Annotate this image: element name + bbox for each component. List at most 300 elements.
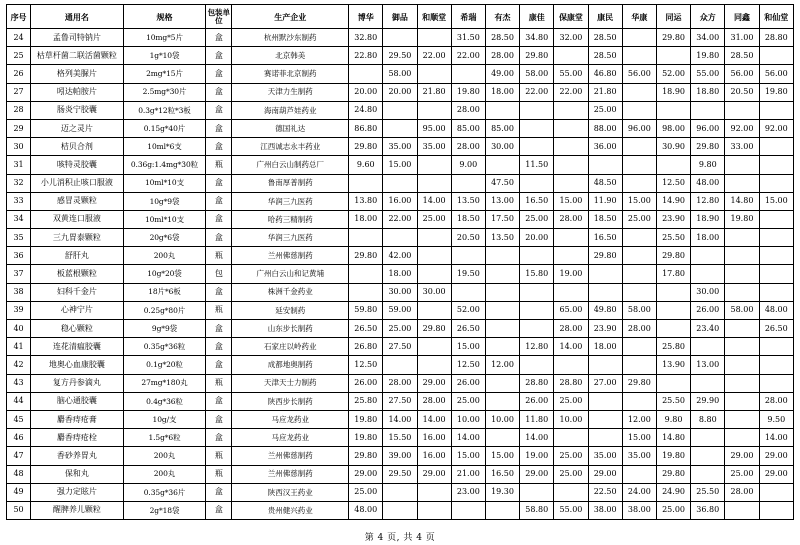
cell-price [520, 356, 554, 374]
cell-price: 28.00 [451, 138, 485, 156]
cell-spec: 2.5mg*30片 [123, 83, 206, 101]
cell-name: 连花清瘟胶囊 [31, 338, 124, 356]
table-row [7, 429, 794, 447]
table-row [7, 247, 794, 265]
cell-price: 20.00 [520, 229, 554, 247]
cell-price [759, 156, 793, 174]
cell-price [656, 47, 690, 65]
cell-price [622, 465, 656, 483]
cell-price: 10.00 [485, 410, 519, 428]
cell-price: 30.00 [383, 283, 417, 301]
cell-price [349, 229, 383, 247]
cell-price: 20.50 [725, 83, 759, 101]
cell-price [451, 247, 485, 265]
cell-manufacturer: 马应龙药业 [232, 429, 349, 447]
table-row [7, 392, 794, 410]
cell-price [622, 138, 656, 156]
header-name: 通用名 [31, 5, 124, 29]
header-store: 和顺堂 [417, 5, 451, 29]
cell-spec: 10g*9袋 [123, 192, 206, 210]
cell-pack-unit: 盒 [206, 192, 232, 210]
cell-price [759, 174, 793, 192]
cell-price: 25.00 [725, 465, 759, 483]
table-row [7, 374, 794, 392]
cell-price: 18.50 [588, 210, 622, 228]
cell-price: 34.00 [691, 29, 725, 47]
cell-price: 20.00 [349, 83, 383, 101]
cell-pack-unit: 盒 [206, 101, 232, 119]
cell-price: 19.30 [485, 483, 519, 501]
cell-price: 19.80 [451, 83, 485, 101]
cell-price: 15.00 [622, 192, 656, 210]
cell-price: 22.80 [349, 47, 383, 65]
cell-price: 52.00 [451, 301, 485, 319]
cell-price: 25.00 [451, 392, 485, 410]
cell-price: 20.50 [451, 229, 485, 247]
cell-seq: 30 [7, 138, 31, 156]
cell-price [417, 101, 451, 119]
cell-price: 29.00 [417, 374, 451, 392]
cell-price: 23.90 [588, 320, 622, 338]
cell-price: 28.80 [759, 29, 793, 47]
cell-price [417, 338, 451, 356]
cell-price [759, 138, 793, 156]
cell-price [656, 156, 690, 174]
cell-price [485, 265, 519, 283]
cell-price: 21.80 [588, 83, 622, 101]
cell-price: 33.00 [725, 138, 759, 156]
cell-price: 16.00 [417, 447, 451, 465]
cell-price [520, 247, 554, 265]
cell-price [691, 465, 725, 483]
cell-spec: 10ml*10支 [123, 210, 206, 228]
cell-price: 59.00 [383, 301, 417, 319]
cell-price: 18.80 [691, 83, 725, 101]
cell-price: 29.00 [725, 447, 759, 465]
cell-price: 12.50 [349, 356, 383, 374]
cell-price: 29.00 [759, 465, 793, 483]
cell-price: 20.00 [383, 83, 417, 101]
cell-price [691, 374, 725, 392]
cell-price [588, 283, 622, 301]
cell-price: 24.80 [349, 101, 383, 119]
cell-price: 28.00 [451, 101, 485, 119]
cell-price: 56.00 [622, 65, 656, 83]
cell-price: 55.00 [691, 65, 725, 83]
cell-price: 25.00 [520, 210, 554, 228]
cell-price: 48.00 [349, 501, 383, 519]
cell-spec: 0.35g*36片 [123, 483, 206, 501]
cell-price [759, 265, 793, 283]
cell-price: 22.00 [554, 83, 588, 101]
cell-price [349, 265, 383, 283]
table-row [7, 29, 794, 47]
cell-price: 18.50 [451, 210, 485, 228]
cell-price [759, 210, 793, 228]
cell-name: 板蓝根颗粒 [31, 265, 124, 283]
cell-price: 14.00 [520, 429, 554, 447]
cell-price: 95.00 [417, 119, 451, 137]
cell-price [554, 119, 588, 137]
table-row [7, 410, 794, 428]
cell-price [451, 174, 485, 192]
cell-price: 26.00 [520, 392, 554, 410]
cell-price: 36.80 [691, 501, 725, 519]
cell-price: 48.50 [588, 174, 622, 192]
cell-spec: 10ml*10支 [123, 174, 206, 192]
cell-seq: 41 [7, 338, 31, 356]
cell-price: 19.50 [451, 265, 485, 283]
cell-seq: 29 [7, 119, 31, 137]
cell-price: 35.00 [383, 138, 417, 156]
cell-price [622, 283, 656, 301]
cell-name: 吲达帕胺片 [31, 83, 124, 101]
table-row [7, 501, 794, 519]
table-row [7, 156, 794, 174]
header-store: 众方 [691, 5, 725, 29]
cell-manufacturer: 赛诺菲北京制药 [232, 65, 349, 83]
cell-name: 桔贝合剂 [31, 138, 124, 156]
cell-name: 舒肝丸 [31, 247, 124, 265]
cell-manufacturer: 天津力生制药 [232, 83, 349, 101]
cell-price: 96.00 [691, 119, 725, 137]
cell-price: 15.00 [554, 192, 588, 210]
cell-price [725, 338, 759, 356]
cell-price [691, 338, 725, 356]
cell-price [520, 119, 554, 137]
cell-price: 12.50 [656, 174, 690, 192]
cell-price: 19.00 [554, 265, 588, 283]
cell-price: 13.00 [691, 356, 725, 374]
cell-pack-unit: 盒 [206, 501, 232, 519]
cell-pack-unit: 瓶 [206, 247, 232, 265]
cell-price: 85.00 [451, 119, 485, 137]
cell-seq: 34 [7, 210, 31, 228]
cell-price: 17.50 [485, 210, 519, 228]
cell-price [417, 301, 451, 319]
cell-pack-unit: 盒 [206, 483, 232, 501]
cell-price: 15.00 [383, 156, 417, 174]
cell-price: 28.00 [383, 374, 417, 392]
cell-spec: 1.5g*6粒 [123, 429, 206, 447]
cell-price: 96.00 [622, 119, 656, 137]
cell-price [725, 374, 759, 392]
cell-price: 25.00 [417, 210, 451, 228]
cell-pack-unit: 瓶 [206, 447, 232, 465]
cell-price: 58.00 [622, 301, 656, 319]
cell-price: 22.50 [588, 483, 622, 501]
cell-price: 13.50 [485, 229, 519, 247]
cell-price: 11.50 [520, 156, 554, 174]
header-store: 同鑫 [725, 5, 759, 29]
cell-price: 26.50 [349, 320, 383, 338]
cell-price: 25.00 [588, 101, 622, 119]
cell-price: 29.00 [520, 465, 554, 483]
cell-price [520, 283, 554, 301]
cell-name: 稳心颗粒 [31, 320, 124, 338]
cell-price [691, 101, 725, 119]
cell-seq: 38 [7, 283, 31, 301]
cell-pack-unit: 瓶 [206, 156, 232, 174]
cell-spec: 27mg*180丸 [123, 374, 206, 392]
cell-price: 55.00 [554, 65, 588, 83]
cell-price [588, 356, 622, 374]
cell-seq: 37 [7, 265, 31, 283]
table-row [7, 483, 794, 501]
cell-price: 19.80 [759, 83, 793, 101]
cell-price [554, 101, 588, 119]
cell-price [554, 356, 588, 374]
cell-price: 28.00 [417, 392, 451, 410]
table-row [7, 47, 794, 65]
cell-spec: 10ml*6支 [123, 138, 206, 156]
cell-seq: 39 [7, 301, 31, 319]
cell-price: 29.00 [759, 447, 793, 465]
cell-pack-unit: 盒 [206, 210, 232, 228]
cell-price [349, 174, 383, 192]
cell-price [383, 119, 417, 137]
cell-price [417, 356, 451, 374]
cell-price: 14.00 [759, 429, 793, 447]
cell-price [417, 65, 451, 83]
cell-price: 28.50 [588, 47, 622, 65]
cell-name: 麝香痔疮栓 [31, 429, 124, 447]
cell-price [485, 247, 519, 265]
cell-price: 12.80 [520, 338, 554, 356]
cell-price: 25.00 [656, 501, 690, 519]
cell-price [485, 156, 519, 174]
cell-manufacturer: 天津天士力制药 [232, 374, 349, 392]
cell-price [725, 356, 759, 374]
cell-manufacturer: 石家庄以岭药业 [232, 338, 349, 356]
cell-price: 26.80 [349, 338, 383, 356]
cell-price: 28.00 [554, 320, 588, 338]
cell-price [725, 174, 759, 192]
cell-price [725, 410, 759, 428]
cell-seq: 33 [7, 192, 31, 210]
cell-pack-unit: 盒 [206, 283, 232, 301]
cell-price: 21.00 [451, 465, 485, 483]
cell-pack-unit: 盒 [206, 429, 232, 447]
header-store: 有杰 [485, 5, 519, 29]
table-row [7, 356, 794, 374]
table-row [7, 83, 794, 101]
cell-spec: 10mg*5片 [123, 29, 206, 47]
cell-price: 29.80 [588, 247, 622, 265]
cell-price: 86.80 [349, 119, 383, 137]
cell-pack-unit: 盒 [206, 47, 232, 65]
cell-price: 28.00 [725, 483, 759, 501]
cell-price [725, 156, 759, 174]
cell-pack-unit: 盒 [206, 410, 232, 428]
cell-price: 49.00 [485, 65, 519, 83]
cell-price [691, 447, 725, 465]
cell-spec: 0.35g*36粒 [123, 338, 206, 356]
cell-name: 枯草杆菌二联活菌颗粒 [31, 47, 124, 65]
cell-price [759, 501, 793, 519]
cell-price [383, 501, 417, 519]
cell-price: 49.80 [588, 301, 622, 319]
cell-price: 14.00 [451, 429, 485, 447]
cell-seq: 36 [7, 247, 31, 265]
cell-price [520, 138, 554, 156]
cell-seq: 35 [7, 229, 31, 247]
cell-price: 14.00 [554, 338, 588, 356]
cell-name: 妇科千金片 [31, 283, 124, 301]
cell-price: 36.00 [588, 138, 622, 156]
cell-price [383, 483, 417, 501]
cell-price: 15.50 [383, 429, 417, 447]
table-body [7, 29, 794, 520]
cell-name: 肠炎宁胶囊 [31, 101, 124, 119]
cell-price: 29.00 [349, 465, 383, 483]
page-footer: 第 4 页, 共 4 页 [364, 533, 436, 543]
cell-price [485, 283, 519, 301]
cell-price [417, 501, 451, 519]
cell-price: 29.00 [417, 465, 451, 483]
cell-price [485, 392, 519, 410]
cell-name: 强力定眩片 [31, 483, 124, 501]
cell-price: 12.00 [485, 356, 519, 374]
cell-price [554, 429, 588, 447]
cell-seq: 31 [7, 156, 31, 174]
cell-price: 28.50 [725, 47, 759, 65]
cell-seq: 44 [7, 392, 31, 410]
cell-price: 30.00 [417, 283, 451, 301]
cell-price: 29.80 [349, 138, 383, 156]
cell-pack-unit: 瓶 [206, 374, 232, 392]
cell-price [349, 65, 383, 83]
cell-price: 29.80 [656, 29, 690, 47]
cell-price [691, 429, 725, 447]
cell-name: 双黄连口服液 [31, 210, 124, 228]
cell-price [588, 410, 622, 428]
cell-price: 38.00 [588, 501, 622, 519]
cell-price [622, 229, 656, 247]
cell-pack-unit: 盒 [206, 338, 232, 356]
cell-price: 29.80 [622, 374, 656, 392]
cell-price: 10.00 [451, 410, 485, 428]
cell-price: 47.50 [485, 174, 519, 192]
cell-price: 23.00 [451, 483, 485, 501]
cell-spec: 20g*6袋 [123, 229, 206, 247]
cell-price [383, 174, 417, 192]
header-store: 御品 [383, 5, 417, 29]
cell-price [656, 374, 690, 392]
cell-name: 迈之灵片 [31, 119, 124, 137]
cell-price: 22.00 [520, 83, 554, 101]
cell-price: 16.00 [383, 192, 417, 210]
cell-price: 29.00 [588, 465, 622, 483]
cell-price: 56.00 [725, 65, 759, 83]
cell-price [485, 338, 519, 356]
cell-price: 28.50 [588, 29, 622, 47]
cell-price: 29.80 [656, 247, 690, 265]
cell-seq: 43 [7, 374, 31, 392]
cell-spec: 0.36g:1.4mg*30粒 [123, 156, 206, 174]
cell-price: 28.80 [520, 374, 554, 392]
cell-price [759, 101, 793, 119]
cell-price: 25.50 [691, 483, 725, 501]
cell-price: 10.00 [554, 410, 588, 428]
cell-price: 18.00 [383, 265, 417, 283]
header-spec: 规格 [123, 5, 206, 29]
cell-price: 32.00 [554, 29, 588, 47]
cell-price [622, 265, 656, 283]
cell-price: 24.90 [656, 483, 690, 501]
cell-price: 9.60 [349, 156, 383, 174]
cell-price: 29.80 [349, 447, 383, 465]
cell-price: 21.80 [417, 83, 451, 101]
header-store: 希瑞 [451, 5, 485, 29]
cell-spec: 0.1g*20粒 [123, 356, 206, 374]
cell-price: 25.00 [554, 392, 588, 410]
cell-price [451, 65, 485, 83]
cell-price: 30.90 [656, 138, 690, 156]
cell-price: 14.90 [656, 192, 690, 210]
cell-price: 26.50 [759, 320, 793, 338]
cell-price [451, 283, 485, 301]
cell-price: 25.80 [656, 338, 690, 356]
cell-price: 18.00 [349, 210, 383, 228]
table-row [7, 174, 794, 192]
cell-pack-unit: 盒 [206, 392, 232, 410]
cell-price: 31.50 [451, 29, 485, 47]
cell-name: 孟鲁司特钠片 [31, 29, 124, 47]
cell-price: 22.00 [417, 47, 451, 65]
cell-seq: 24 [7, 29, 31, 47]
cell-price [383, 229, 417, 247]
cell-price: 28.00 [554, 210, 588, 228]
cell-price: 98.00 [656, 119, 690, 137]
cell-price: 19.00 [520, 447, 554, 465]
cell-price: 29.90 [691, 392, 725, 410]
cell-seq: 47 [7, 447, 31, 465]
cell-manufacturer: 兰州佛慈制药 [232, 447, 349, 465]
cell-price: 22.00 [383, 210, 417, 228]
cell-price [759, 229, 793, 247]
cell-price [656, 101, 690, 119]
cell-price: 30.00 [485, 138, 519, 156]
cell-price: 31.00 [725, 29, 759, 47]
cell-price [417, 29, 451, 47]
cell-spec: 200丸 [123, 465, 206, 483]
cell-spec: 2mg*15片 [123, 65, 206, 83]
cell-price: 25.00 [622, 210, 656, 228]
cell-price [725, 101, 759, 119]
table-row [7, 229, 794, 247]
cell-price: 34.80 [520, 29, 554, 47]
cell-price: 25.80 [349, 392, 383, 410]
header-store: 康民 [588, 5, 622, 29]
table-row [7, 65, 794, 83]
cell-name: 感冒灵颗粒 [31, 192, 124, 210]
cell-price: 26.00 [349, 374, 383, 392]
cell-spec: 2g*18袋 [123, 501, 206, 519]
cell-price: 19.80 [349, 410, 383, 428]
cell-price: 13.00 [485, 192, 519, 210]
cell-price [725, 429, 759, 447]
header-store: 保康堂 [554, 5, 588, 29]
table-row [7, 301, 794, 319]
cell-price [349, 283, 383, 301]
cell-price: 15.80 [520, 265, 554, 283]
cell-price: 28.00 [622, 320, 656, 338]
cell-manufacturer: 哈药三精制药 [232, 210, 349, 228]
cell-price: 18.90 [691, 210, 725, 228]
cell-price: 16.50 [520, 192, 554, 210]
header-seq: 序号 [7, 5, 31, 29]
